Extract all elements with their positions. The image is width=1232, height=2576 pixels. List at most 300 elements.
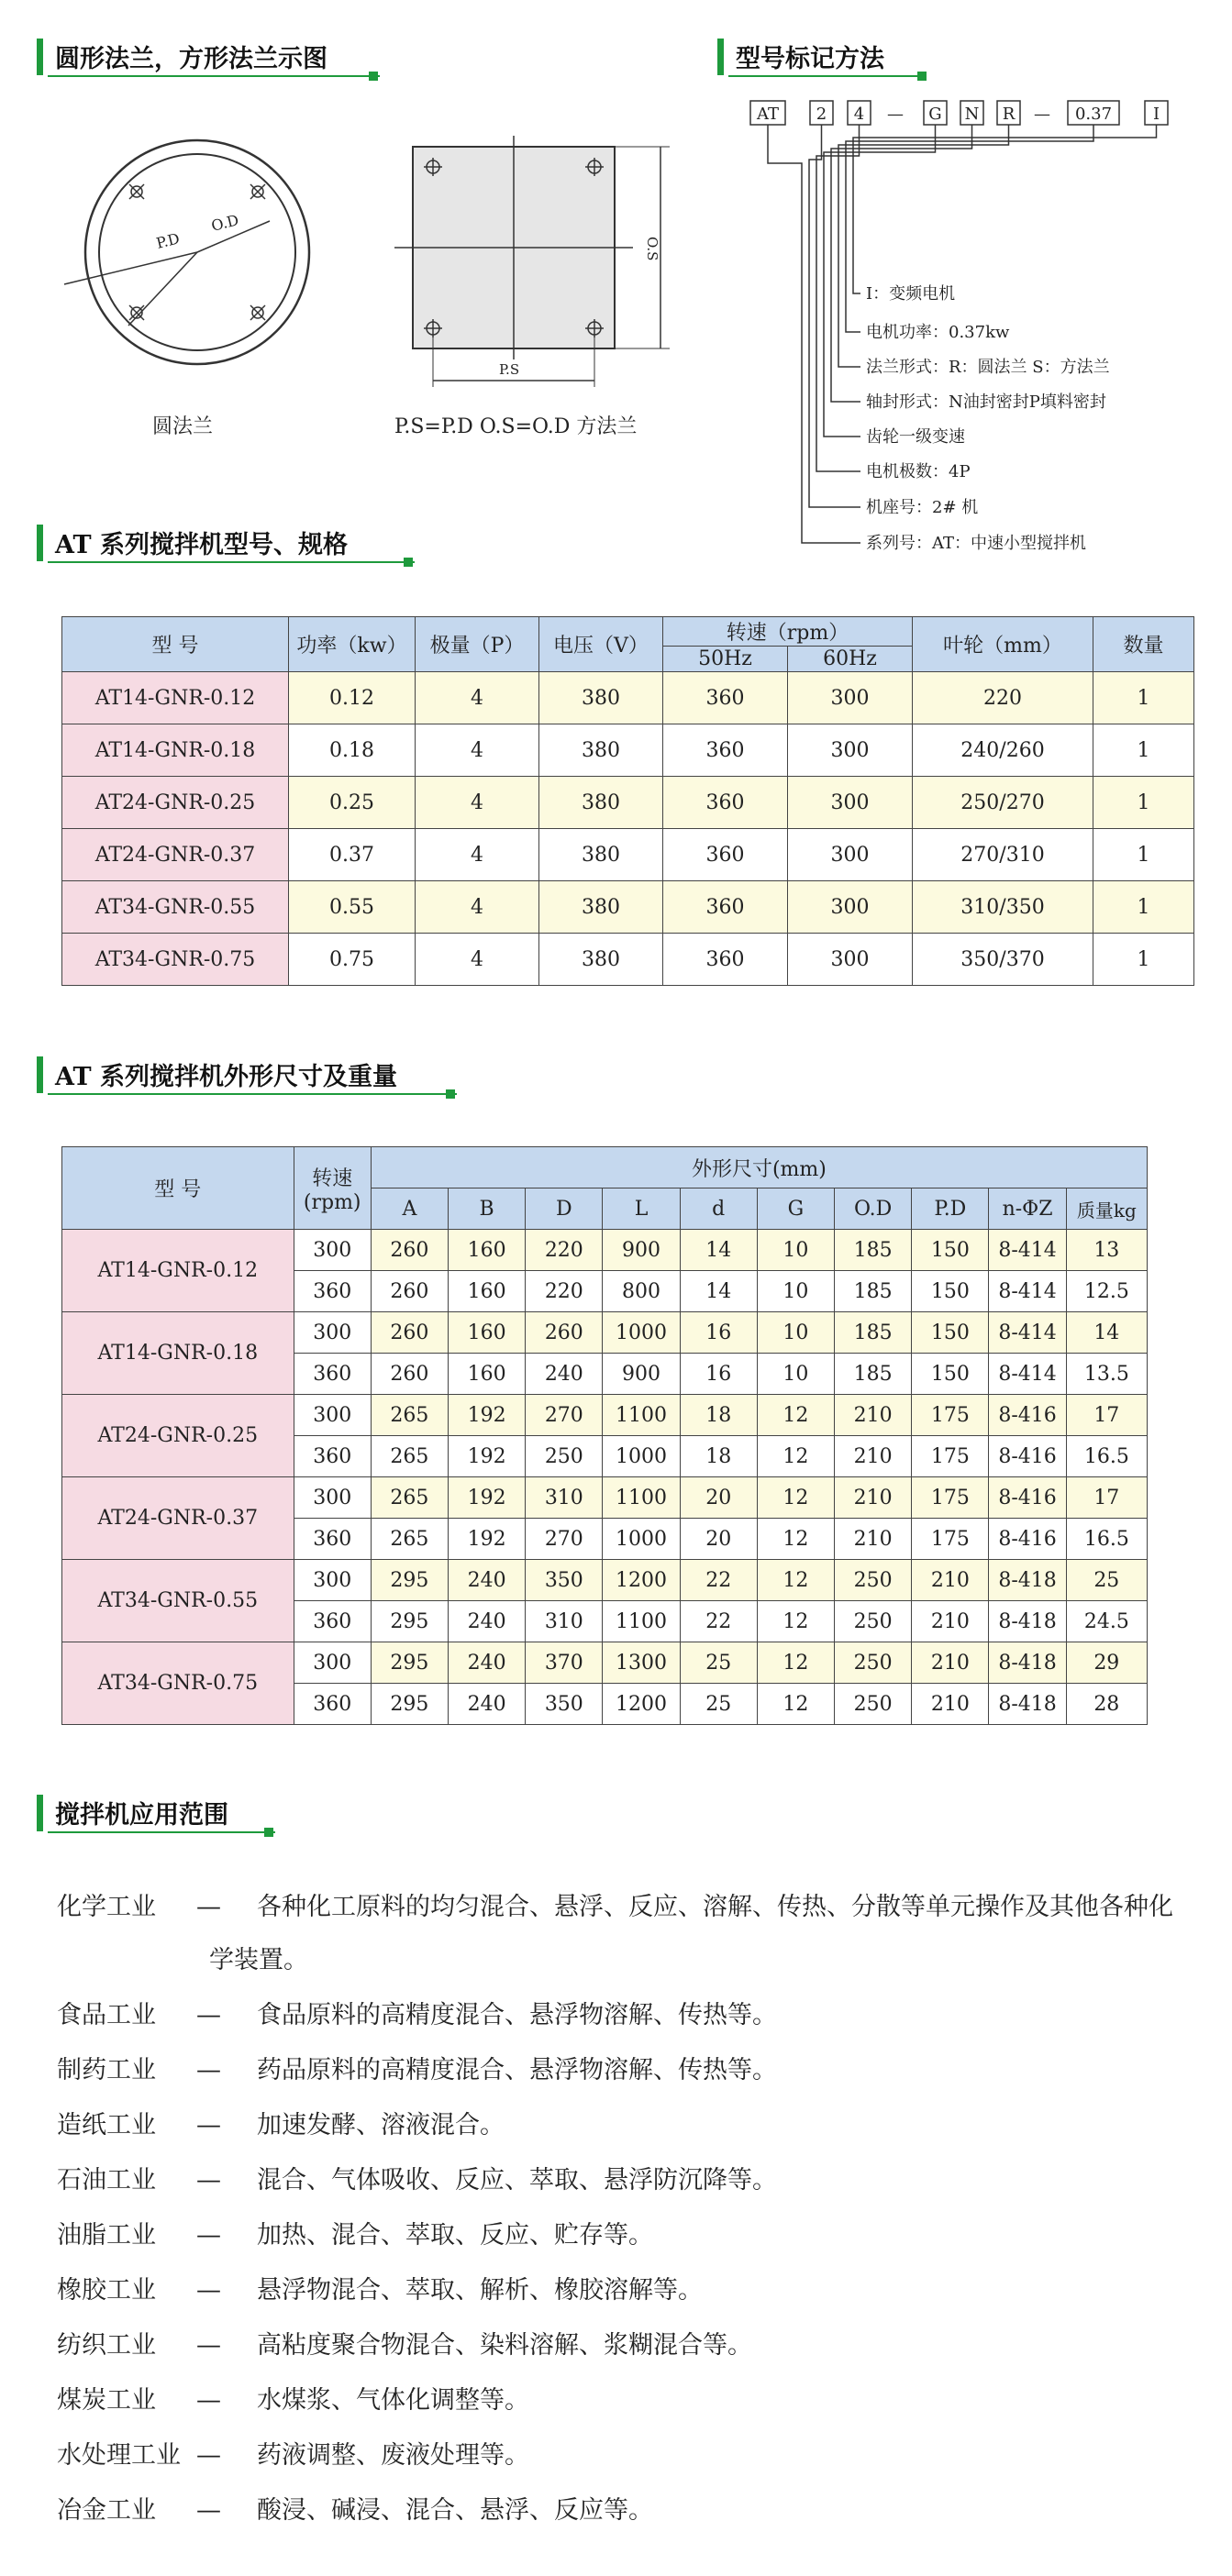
application-item xyxy=(57,2219,1194,2252)
marking-legend-item: 电机功率：0.37kw xyxy=(866,323,1010,342)
dims-cell-value: 8-416 xyxy=(989,1477,1066,1519)
marking-legend-item: 电机极数：4P xyxy=(866,462,971,481)
application-item xyxy=(57,2329,1194,2362)
dims-cell-value: 1200 xyxy=(603,1560,680,1601)
spec-cell-qty: 1 xyxy=(1093,724,1194,777)
spec-cell-qty: 1 xyxy=(1093,777,1194,829)
industry-dash: — xyxy=(196,2441,221,2470)
dims-cell-rpm: 300 xyxy=(294,1560,371,1601)
application-item xyxy=(57,2439,1194,2472)
dims-row xyxy=(62,1230,1148,1271)
col-header-speed: 转速（rpm） xyxy=(663,617,913,647)
dims-cell-value: 13.5 xyxy=(1066,1354,1147,1395)
dims-cell-value: 12 xyxy=(757,1436,834,1477)
dims-cell-value: 1100 xyxy=(603,1395,680,1436)
dims-cell-value: 310 xyxy=(526,1477,603,1519)
title-underline-dot xyxy=(264,1828,273,1837)
spec-cell-s60: 300 xyxy=(788,934,913,986)
industry-dash: — xyxy=(196,2496,221,2525)
dims-cell-value: 350 xyxy=(526,1560,603,1601)
spec-cell-s60: 300 xyxy=(788,672,913,724)
dims-cell-value: 240 xyxy=(449,1560,526,1601)
dims-cell-value: 16 xyxy=(680,1354,757,1395)
industry-name: 纺织工业 xyxy=(57,2331,156,2360)
industry-description: 加热、混合、萃取、反应、贮存等。 xyxy=(257,2221,653,2250)
dims-cell-value: 16.5 xyxy=(1066,1519,1147,1560)
dims-cell-value: 13 xyxy=(1066,1230,1147,1271)
dims-cell-value: 16.5 xyxy=(1066,1436,1147,1477)
dims-cell-value: 240 xyxy=(526,1354,603,1395)
spec-cell-impeller: 240/260 xyxy=(913,724,1093,777)
dims-cell-value: 210 xyxy=(912,1684,989,1725)
dims-cell-value: 8-414 xyxy=(989,1312,1066,1354)
dims-cell-value: 29 xyxy=(1066,1642,1147,1684)
speed-header-line1: 转速 xyxy=(312,1166,353,1190)
dims-cell-value: 8-416 xyxy=(989,1436,1066,1477)
dims-row xyxy=(62,1477,1148,1519)
col-header-power: 功率（kw） xyxy=(289,617,416,672)
dims-cell-value: 210 xyxy=(912,1601,989,1642)
dims-cell-rpm: 300 xyxy=(294,1642,371,1684)
industry-description: 食品原料的高精度混合、悬浮物溶解、传热等。 xyxy=(257,2001,777,2029)
spec-cell-power: 0.18 xyxy=(289,724,416,777)
col-header-dim: B xyxy=(449,1188,526,1230)
dims-cell-model: AT24-GNR-0.37 xyxy=(62,1477,294,1560)
dims-cell-value: 270 xyxy=(526,1519,603,1560)
marking-legend-item: 系列号：AT：中速小型搅拌机 xyxy=(866,534,1087,553)
dims-row xyxy=(62,1642,1148,1684)
dims-cell-value: 14 xyxy=(680,1230,757,1271)
dims-cell-value: 8-414 xyxy=(989,1271,1066,1312)
industry-description: 各种化工原料的均匀混合、悬浮、反应、溶解、传热、分散等单元操作及其他各种化 xyxy=(257,1893,1173,1921)
section-title-flange xyxy=(37,37,385,77)
spec-cell-s60: 300 xyxy=(788,829,913,881)
dims-cell-value: 295 xyxy=(371,1642,448,1684)
col-header-dim: L xyxy=(603,1188,680,1230)
section-title-text: 搅拌机应用范围 xyxy=(55,1801,228,1830)
spec-cell-poles: 4 xyxy=(416,934,539,986)
spec-row xyxy=(62,934,1194,986)
dims-cell-value: 12 xyxy=(757,1642,834,1684)
col-header-dim: A xyxy=(371,1188,448,1230)
section-title-text: AT 系列搅拌机外形尺寸及重量 xyxy=(55,1063,397,1091)
dims-cell-value: 260 xyxy=(371,1312,448,1354)
dims-cell-value: 8-416 xyxy=(989,1395,1066,1436)
dims-cell-value: 1000 xyxy=(603,1436,680,1477)
section-title-text: 圆形法兰，方形法兰示图 xyxy=(55,45,327,73)
dims-cell-rpm: 300 xyxy=(294,1477,371,1519)
spec-cell-impeller: 310/350 xyxy=(913,881,1093,934)
spec-cell-qty: 1 xyxy=(1093,881,1194,934)
dims-cell-value: 900 xyxy=(603,1354,680,1395)
industry-name: 油脂工业 xyxy=(57,2221,156,2250)
spec-cell-voltage: 380 xyxy=(539,672,663,724)
dims-cell-value: 12.5 xyxy=(1066,1271,1147,1312)
dims-cell-value: 240 xyxy=(449,1601,526,1642)
dims-cell-value: 160 xyxy=(449,1312,526,1354)
col-header-dim: 质量kg xyxy=(1066,1188,1147,1230)
code-text: I xyxy=(1152,105,1160,124)
dims-cell-value: 175 xyxy=(912,1477,989,1519)
title-underline xyxy=(48,561,415,563)
dims-cell-value: 8-416 xyxy=(989,1519,1066,1560)
dims-cell-value: 22 xyxy=(680,1560,757,1601)
dims-cell-value: 260 xyxy=(371,1230,448,1271)
spec-cell-qty: 1 xyxy=(1093,934,1194,986)
dims-cell-value: 295 xyxy=(371,1684,448,1725)
spec-cell-qty: 1 xyxy=(1093,829,1194,881)
title-underline-dot xyxy=(446,1089,455,1099)
title-underline xyxy=(48,1093,457,1095)
dims-cell-value: 20 xyxy=(680,1519,757,1560)
speed-header-line2: (rpm) xyxy=(303,1190,361,1214)
code-dash: — xyxy=(887,105,904,124)
industry-dash: — xyxy=(196,2166,221,2195)
spec-cell-voltage: 380 xyxy=(539,777,663,829)
title-accent-bar xyxy=(37,39,43,75)
dims-cell-value: 265 xyxy=(371,1436,448,1477)
spec-cell-model: AT34-GNR-0.55 xyxy=(62,881,289,934)
industry-name: 食品工业 xyxy=(57,2001,156,2029)
application-item xyxy=(57,2109,1194,2142)
spec-cell-s60: 300 xyxy=(788,881,913,934)
section-title-dims xyxy=(37,1055,468,1095)
industry-dash: — xyxy=(196,2276,221,2305)
spec-cell-poles: 4 xyxy=(416,829,539,881)
pd-line xyxy=(128,252,197,326)
industry-dash: — xyxy=(196,2111,221,2139)
code-text: N xyxy=(964,105,980,124)
dims-cell-value: 160 xyxy=(449,1230,526,1271)
spec-cell-s50: 360 xyxy=(663,672,788,724)
dims-cell-value: 150 xyxy=(912,1271,989,1312)
dims-cell-model: AT14-GNR-0.12 xyxy=(62,1230,294,1312)
spec-cell-power: 0.37 xyxy=(289,829,416,881)
dims-cell-value: 210 xyxy=(835,1436,912,1477)
title-underline-dot xyxy=(369,72,378,81)
spec-row xyxy=(62,672,1194,724)
dims-cell-value: 175 xyxy=(912,1395,989,1436)
col-header-poles: 极量（P） xyxy=(416,617,539,672)
dims-cell-value: 12 xyxy=(757,1519,834,1560)
spec-cell-voltage: 380 xyxy=(539,881,663,934)
spec-cell-poles: 4 xyxy=(416,724,539,777)
dims-cell-value: 150 xyxy=(912,1354,989,1395)
dims-cell-value: 1000 xyxy=(603,1312,680,1354)
industry-dash: — xyxy=(196,2221,221,2250)
square-flange-label: P.S=P.D O.S=O.D 方法兰 xyxy=(394,415,638,438)
marking-leader-line xyxy=(824,125,936,437)
dims-cell-value: 265 xyxy=(371,1519,448,1560)
industry-name: 煤炭工业 xyxy=(57,2386,156,2415)
col-header-dim: G xyxy=(757,1188,834,1230)
dims-cell-value: 192 xyxy=(449,1477,526,1519)
os-label: O.S xyxy=(644,237,660,261)
dims-cell-value: 12 xyxy=(757,1601,834,1642)
spec-cell-power: 0.25 xyxy=(289,777,416,829)
dims-cell-value: 250 xyxy=(835,1560,912,1601)
col-header-model: 型 号 xyxy=(62,1147,294,1230)
ps-label: P.S xyxy=(499,361,520,378)
dims-cell-value: 260 xyxy=(526,1312,603,1354)
dims-cell-value: 192 xyxy=(449,1436,526,1477)
dims-cell-value: 295 xyxy=(371,1560,448,1601)
application-item xyxy=(57,2384,1194,2417)
col-header-model: 型 号 xyxy=(62,617,289,672)
code-text: AT xyxy=(756,105,780,124)
spec-cell-s50: 360 xyxy=(663,777,788,829)
dims-cell-value: 14 xyxy=(680,1271,757,1312)
code-dash: — xyxy=(1034,105,1050,124)
dims-cell-value: 220 xyxy=(526,1271,603,1312)
dims-cell-value: 250 xyxy=(835,1601,912,1642)
spec-row xyxy=(62,881,1194,934)
dims-cell-value: 18 xyxy=(680,1436,757,1477)
od-label: O.D xyxy=(209,211,241,235)
industry-description: 加速发酵、溶液混合。 xyxy=(257,2111,505,2139)
code-text: R xyxy=(1002,105,1016,124)
title-underline xyxy=(48,1831,275,1833)
col-header-voltage: 电压（V） xyxy=(539,617,663,672)
industry-description: 水煤浆、气体化调整等。 xyxy=(257,2386,529,2415)
spec-row xyxy=(62,724,1194,777)
title-accent-bar xyxy=(37,525,43,561)
spec-cell-model: AT14-GNR-0.12 xyxy=(62,672,289,724)
spec-cell-s50: 360 xyxy=(663,829,788,881)
dims-cell-value: 150 xyxy=(912,1230,989,1271)
dims-cell-value: 8-414 xyxy=(989,1354,1066,1395)
spec-row xyxy=(62,829,1194,881)
spec-cell-model: AT24-GNR-0.25 xyxy=(62,777,289,829)
industry-description: 酸浸、碱浸、混合、悬浮、反应等。 xyxy=(257,2496,653,2525)
dims-cell-value: 14 xyxy=(1066,1312,1147,1354)
dims-cell-value: 192 xyxy=(449,1395,526,1436)
dims-row xyxy=(62,1560,1148,1601)
dims-cell-value: 175 xyxy=(912,1436,989,1477)
dims-cell-rpm: 300 xyxy=(294,1395,371,1436)
dims-cell-value: 10 xyxy=(757,1230,834,1271)
dims-cell-value: 8-418 xyxy=(989,1601,1066,1642)
dims-cell-value: 10 xyxy=(757,1312,834,1354)
industry-name: 化学工业 xyxy=(57,1893,156,1921)
dims-cell-value: 185 xyxy=(835,1271,912,1312)
industry-name: 造纸工业 xyxy=(57,2111,156,2139)
industry-description: 混合、气体吸收、反应、萃取、悬浮防沉降等。 xyxy=(257,2166,777,2195)
title-accent-bar xyxy=(717,39,724,75)
dims-cell-value: 10 xyxy=(757,1271,834,1312)
col-header-outline: 外形尺寸(mm) xyxy=(371,1147,1147,1188)
section-title-apps xyxy=(37,1793,284,1833)
dims-cell-value: 295 xyxy=(371,1601,448,1642)
dims-cell-value: 24.5 xyxy=(1066,1601,1147,1642)
dims-cell-value: 800 xyxy=(603,1271,680,1312)
dims-cell-value: 16 xyxy=(680,1312,757,1354)
section-title-text: 型号标记方法 xyxy=(736,45,884,73)
industry-name: 制药工业 xyxy=(57,2056,156,2084)
dims-cell-value: 250 xyxy=(835,1642,912,1684)
spec-cell-voltage: 380 xyxy=(539,829,663,881)
dims-cell-value: 1100 xyxy=(603,1477,680,1519)
marking-legend-item: 轴封形式：N油封密封P填料密封 xyxy=(866,392,1106,412)
marking-leader-line xyxy=(768,125,860,543)
title-underline-dot xyxy=(917,72,927,81)
dims-cell-value: 310 xyxy=(526,1601,603,1642)
dims-cell-value: 8-418 xyxy=(989,1642,1066,1684)
round-flange-diagram xyxy=(73,128,321,376)
dims-cell-model: AT24-GNR-0.25 xyxy=(62,1395,294,1477)
industry-description: 药品原料的高精度混合、悬浮物溶解、传热等。 xyxy=(257,2056,777,2084)
application-list xyxy=(57,1891,1194,2549)
industry-dash: — xyxy=(196,2331,221,2360)
application-item xyxy=(57,1891,1194,1977)
col-header-impeller: 叶轮（mm） xyxy=(913,617,1093,672)
dims-cell-value: 22 xyxy=(680,1601,757,1642)
spec-row xyxy=(62,777,1194,829)
spec-cell-voltage: 380 xyxy=(539,724,663,777)
industry-description: 药液调整、废液处理等。 xyxy=(257,2441,529,2470)
dims-cell-model: AT34-GNR-0.55 xyxy=(62,1560,294,1642)
pd-label: P.D xyxy=(154,229,182,252)
dims-cell-value: 350 xyxy=(526,1684,603,1725)
spec-cell-power: 0.55 xyxy=(289,881,416,934)
industry-name: 冶金工业 xyxy=(57,2496,156,2525)
spec-cell-s50: 360 xyxy=(663,934,788,986)
model-marking-diagram xyxy=(734,92,1211,553)
dims-cell-value: 1000 xyxy=(603,1519,680,1560)
dims-header-row xyxy=(62,1147,1148,1188)
application-item xyxy=(57,1999,1194,2032)
dims-cell-rpm: 360 xyxy=(294,1271,371,1312)
dims-cell-value: 210 xyxy=(835,1477,912,1519)
title-accent-bar xyxy=(37,1795,43,1831)
industry-description: 高粘度聚合物混合、染料溶解、浆糊混合等。 xyxy=(257,2331,752,2360)
spec-cell-s60: 300 xyxy=(788,777,913,829)
spec-cell-s50: 360 xyxy=(663,881,788,934)
dims-cell-value: 8-414 xyxy=(989,1230,1066,1271)
dims-cell-value: 25 xyxy=(680,1642,757,1684)
dims-cell-value: 210 xyxy=(835,1519,912,1560)
col-header-dim: n-ΦZ xyxy=(989,1188,1066,1230)
dims-cell-value: 240 xyxy=(449,1684,526,1725)
dims-cell-value: 12 xyxy=(757,1560,834,1601)
spec-cell-s60: 300 xyxy=(788,724,913,777)
dims-cell-value: 12 xyxy=(757,1684,834,1725)
dims-cell-value: 210 xyxy=(912,1560,989,1601)
square-flange-diagram xyxy=(385,128,679,404)
dims-cell-rpm: 360 xyxy=(294,1519,371,1560)
industry-dash: — xyxy=(196,2386,221,2415)
marking-legend-item: I：变频电机 xyxy=(866,284,956,304)
application-item xyxy=(57,2164,1194,2197)
dims-cell-value: 1300 xyxy=(603,1642,680,1684)
dims-cell-model: AT14-GNR-0.18 xyxy=(62,1312,294,1395)
dims-cell-value: 210 xyxy=(912,1642,989,1684)
title-accent-bar xyxy=(37,1056,43,1093)
dims-cell-value: 1100 xyxy=(603,1601,680,1642)
dims-cell-value: 185 xyxy=(835,1312,912,1354)
dims-cell-value: 1200 xyxy=(603,1684,680,1725)
col-header-50hz: 50Hz xyxy=(663,647,788,672)
dims-cell-model: AT34-GNR-0.75 xyxy=(62,1642,294,1725)
col-header-dim: O.D xyxy=(835,1188,912,1230)
industry-description: 悬浮物混合、萃取、解析、橡胶溶解等。 xyxy=(257,2276,703,2305)
col-header-dim: D xyxy=(526,1188,603,1230)
spec-cell-poles: 4 xyxy=(416,777,539,829)
dims-row xyxy=(62,1312,1148,1354)
industry-dash: — xyxy=(196,2056,221,2084)
dims-cell-value: 175 xyxy=(912,1519,989,1560)
spec-cell-power: 0.75 xyxy=(289,934,416,986)
industry-dash: — xyxy=(196,2001,221,2029)
marking-legend-item: 齿轮一级变速 xyxy=(866,427,965,447)
application-item xyxy=(57,2274,1194,2307)
dimensions-table xyxy=(61,1146,1148,1725)
industry-description-continued: 学装置。 xyxy=(209,1946,308,1974)
dims-cell-value: 18 xyxy=(680,1395,757,1436)
col-header-dim: d xyxy=(680,1188,757,1230)
section-title-spec xyxy=(37,523,422,563)
dims-cell-value: 160 xyxy=(449,1354,526,1395)
spec-cell-qty: 1 xyxy=(1093,672,1194,724)
spec-cell-voltage: 380 xyxy=(539,934,663,986)
dims-cell-value: 20 xyxy=(680,1477,757,1519)
section-title-marking xyxy=(717,37,938,77)
spec-cell-poles: 4 xyxy=(416,881,539,934)
dims-cell-value: 260 xyxy=(371,1354,448,1395)
dims-cell-value: 28 xyxy=(1066,1684,1147,1725)
code-text: G xyxy=(928,105,942,124)
dims-cell-value: 250 xyxy=(526,1436,603,1477)
spec-cell-impeller: 250/270 xyxy=(913,777,1093,829)
marking-legend-item: 法兰形式：R：圆法兰 S：方法兰 xyxy=(866,358,1110,377)
dims-cell-value: 220 xyxy=(526,1230,603,1271)
dims-cell-rpm: 300 xyxy=(294,1312,371,1354)
dims-cell-rpm: 360 xyxy=(294,1684,371,1725)
spec-table xyxy=(61,616,1194,986)
dims-cell-value: 17 xyxy=(1066,1395,1147,1436)
industry-dash: — xyxy=(196,1893,221,1921)
spec-cell-model: AT34-GNR-0.75 xyxy=(62,934,289,986)
col-header-60hz: 60Hz xyxy=(788,647,913,672)
dims-cell-value: 12 xyxy=(757,1477,834,1519)
dims-cell-value: 240 xyxy=(449,1642,526,1684)
col-header-dim: P.D xyxy=(912,1188,989,1230)
round-flange-label: 圆法兰 xyxy=(152,415,214,438)
dims-cell-rpm: 360 xyxy=(294,1436,371,1477)
dims-cell-rpm: 360 xyxy=(294,1354,371,1395)
dims-cell-value: 185 xyxy=(835,1354,912,1395)
industry-name: 石油工业 xyxy=(57,2166,156,2195)
marking-legend-item: 机座号：2# 机 xyxy=(866,498,979,517)
dims-cell-value: 150 xyxy=(912,1312,989,1354)
code-text: 4 xyxy=(853,105,865,124)
title-underline xyxy=(48,75,380,77)
dims-cell-value: 265 xyxy=(371,1395,448,1436)
dims-cell-value: 10 xyxy=(757,1354,834,1395)
dims-cell-rpm: 360 xyxy=(294,1601,371,1642)
od-line xyxy=(64,252,197,284)
marking-leader-line xyxy=(853,125,1157,293)
spec-cell-impeller: 350/370 xyxy=(913,934,1093,986)
dims-cell-value: 12 xyxy=(757,1395,834,1436)
dims-cell-value: 8-418 xyxy=(989,1560,1066,1601)
spec-cell-impeller: 220 xyxy=(913,672,1093,724)
title-underline xyxy=(728,75,927,77)
dims-cell-value: 210 xyxy=(835,1395,912,1436)
code-text: 2 xyxy=(816,105,827,124)
dims-cell-value: 250 xyxy=(835,1684,912,1725)
dims-cell-value: 270 xyxy=(526,1395,603,1436)
